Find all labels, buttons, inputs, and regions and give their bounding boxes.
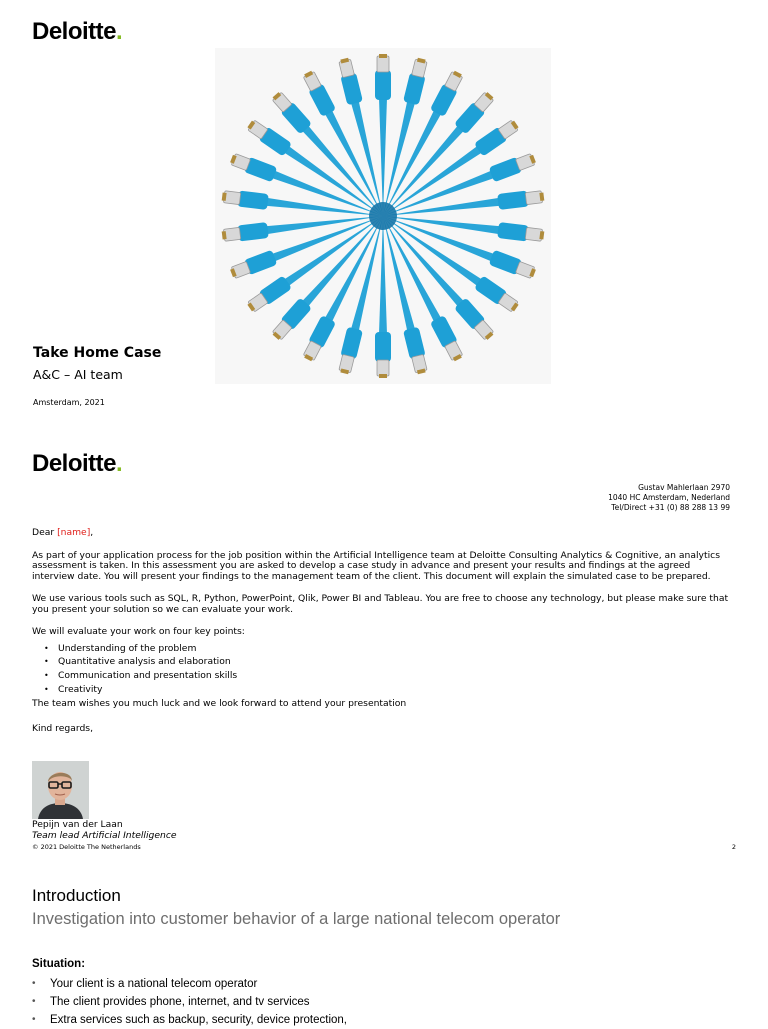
intro-title: Introduction xyxy=(32,886,121,905)
signature-block xyxy=(32,819,177,841)
evaluation-points xyxy=(32,642,732,697)
list-item: • Quantitative analysis and elaboration xyxy=(44,655,732,669)
footer-page-number: 2 xyxy=(731,843,736,851)
cover-city-year: Amsterdam, 2021 xyxy=(33,398,105,407)
address-line: Tel/Direct +31 (0) 88 288 13 99 xyxy=(611,503,730,512)
paragraph-tools: We use various tools such as SQL, R, Python, PowerPoint, Qlik, Power BI and Tableau. You are free to choose any technology, but please make sure that you present your solution so we can evaluate your work. xyxy=(32,593,729,615)
signer-photo xyxy=(32,761,89,819)
intro-subtitle: Investigation into customer behavior of a large national telecom operator xyxy=(32,910,561,928)
footer-copyright: © 2021 Deloitte The Netherlands xyxy=(32,843,141,851)
office-address xyxy=(608,483,730,513)
situation-label: Situation: xyxy=(32,958,86,970)
ethernet-cables-circle-image xyxy=(215,48,551,384)
address-line: Gustav Mahlerlaan 2970 xyxy=(638,483,730,492)
deloitte-logo: Deloitte. xyxy=(32,18,123,45)
regards: Kind regards, xyxy=(32,723,93,735)
letter-body xyxy=(32,528,732,735)
evaluation-intro: We will evaluate your work on four key points: xyxy=(32,626,245,637)
address-line: 1040 HC Amsterdam, Nederland xyxy=(608,493,730,502)
signer-name: Pepijn van der Laan xyxy=(32,819,123,830)
recipient-name-placeholder: [name] xyxy=(57,527,91,538)
paragraph-application: As part of your application process for the job position within the Artificial Intelligence team at Deloitte Consulting Analytics & Cognitive, an analytics assessment is taken. In this assessment you are asked to develop a case study in advance and present your results and findings at the agreed interview date. You will present your findings to the management team of the client. This document will explain the simulated case to be prepared. xyxy=(32,549,720,582)
greeting: Dear [name], xyxy=(32,527,94,538)
list-item: • Understanding of the problem xyxy=(44,642,732,656)
cover-title: Take Home Case xyxy=(33,345,162,361)
cover-subtitle: A&C – AI team xyxy=(33,367,123,382)
list-item: • Your client is a national telecom operator xyxy=(32,975,347,993)
signer-role: Team lead Artificial Intelligence xyxy=(32,830,177,841)
list-item: • The client provides phone, internet, and tv services xyxy=(32,993,347,1011)
situation-list xyxy=(32,975,347,1029)
list-item: • Creativity xyxy=(44,683,732,697)
deloitte-logo-letter: Deloitte. xyxy=(32,450,123,477)
closing-line: The team wishes you much luck and we look forward to attend your presentation xyxy=(32,697,407,709)
list-item: • Extra services such as backup, security, device protection, xyxy=(32,1011,347,1029)
list-item: • Communication and presentation skills xyxy=(44,669,732,683)
